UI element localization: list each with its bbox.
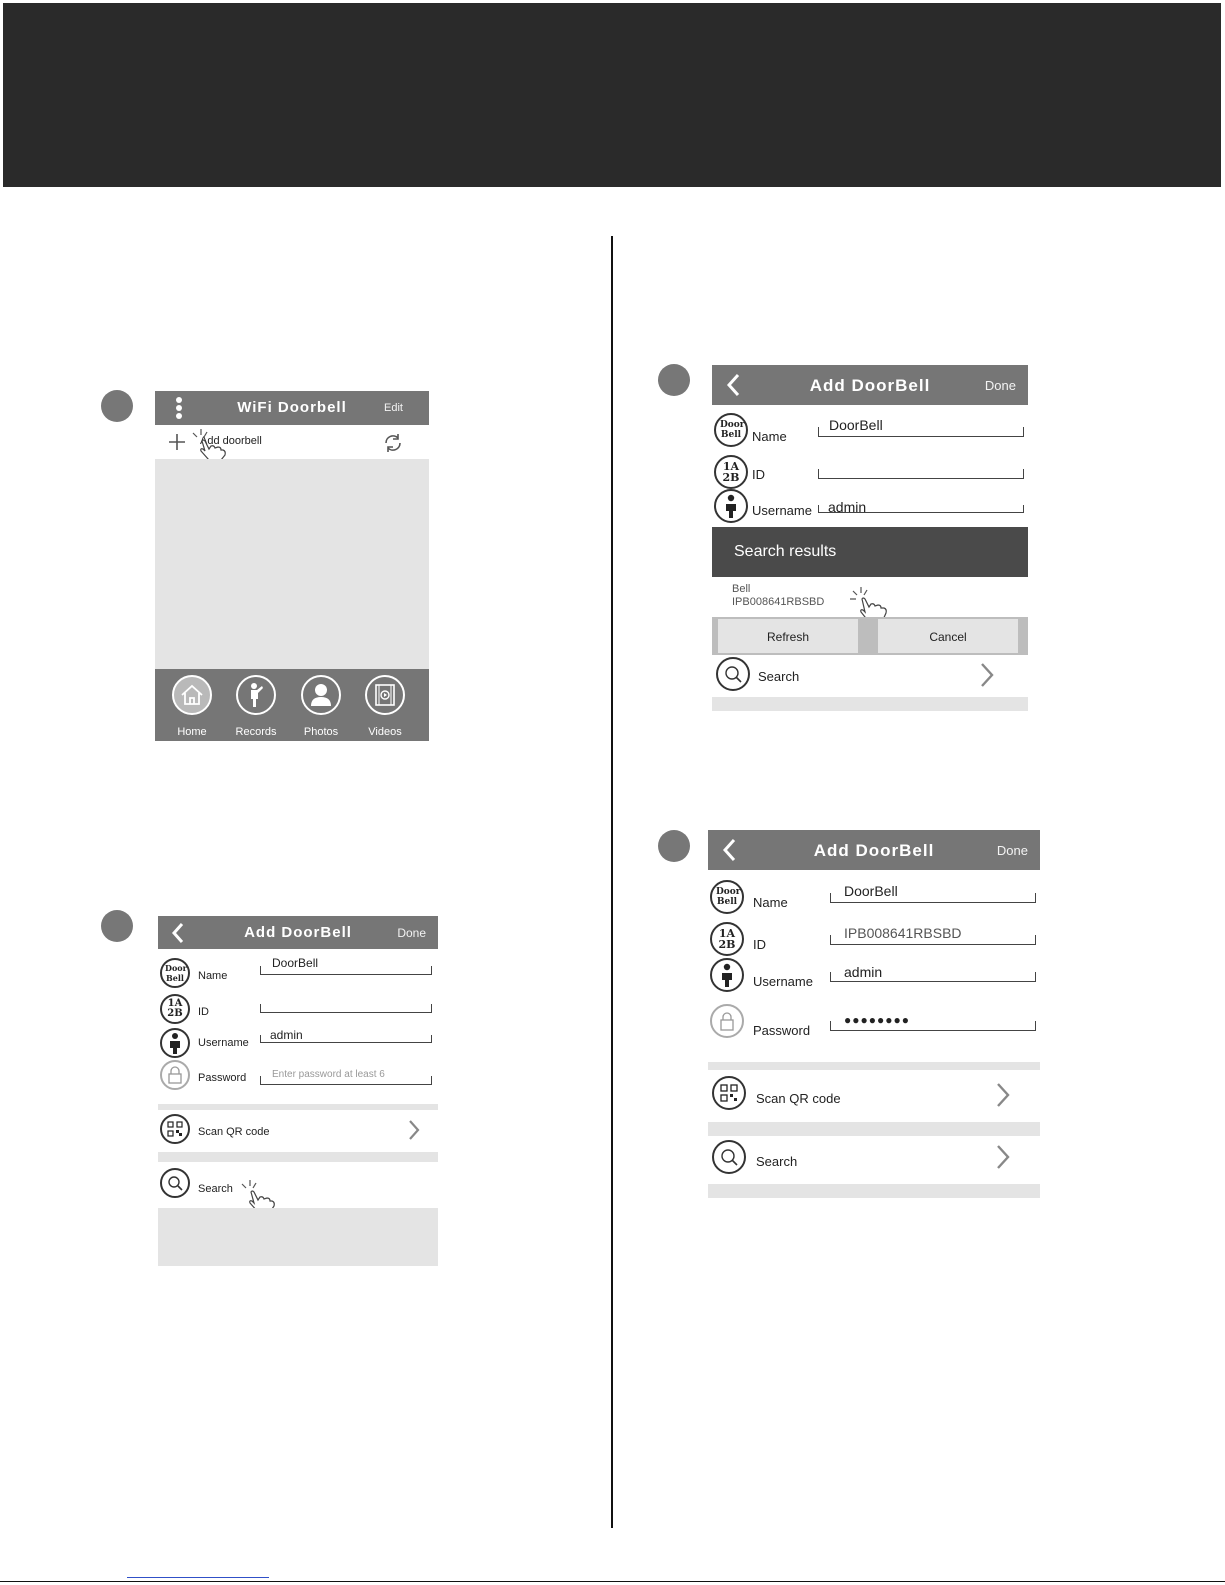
separator [708,1062,1040,1070]
chevron-right-icon [978,662,996,688]
id-input[interactable] [260,1004,432,1013]
videos-icon [365,675,405,715]
lock-icon [160,1060,190,1090]
empty-results-area [158,1208,438,1266]
id-value: IPB008641RBSBD [844,925,962,941]
column-divider [611,236,613,1528]
app-title: Add DoorBell [809,376,931,395]
password-placeholder: Enter password at least 6 [272,1069,385,1080]
password-value: ●●●●●●●● [844,1013,910,1027]
result-name: Bell [732,583,751,595]
search-label: Search [756,1154,798,1169]
app-header [712,365,1028,405]
screen-wifi-doorbell-home [155,391,429,741]
cancel-button-label: Cancel [929,630,967,644]
lock-icon [710,1004,744,1038]
id-icon: 1A 2B [160,994,190,1024]
qr-code-icon [712,1076,746,1110]
search-icon [716,657,750,691]
app-title: WiFi Doorbell [237,399,347,416]
name-value: DoorBell [844,883,898,899]
step-marker-2 [101,910,133,942]
scan-qr-row[interactable] [158,1110,438,1148]
tab-home[interactable] [167,675,217,739]
tab-videos-label: Videos [368,726,402,738]
search-results-title: Search results [734,543,837,560]
done-button[interactable]: Done [397,926,426,940]
tab-photos[interactable] [296,675,346,739]
name-label: Name [752,429,787,444]
search-icon [160,1168,190,1198]
app-title: Add DoorBell [813,841,935,860]
bottom-tab-bar [155,669,429,741]
app-title: Add DoorBell [244,924,352,941]
device-list-area [155,459,429,669]
home-icon [172,675,212,715]
step-marker-1 [101,390,133,422]
username-label: Username [198,1037,249,1049]
search-label: Search [758,669,800,684]
separator [712,697,1028,711]
username-value: admin [270,1028,303,1042]
add-doorbell-label: Add doorbell [200,435,262,447]
user-icon [710,958,744,992]
search-icon [712,1140,746,1174]
doorbell-icon: Door Bell [710,880,744,914]
separator [708,1122,1040,1136]
cancel-button[interactable] [878,619,1018,653]
screen-add-doorbell-filled [708,830,1040,1198]
search-results-header [712,527,1028,577]
user-icon [160,1028,190,1058]
doorbell-icon: Door Bell [160,958,190,988]
username-label: Username [752,503,812,518]
footer-rule [0,1581,1225,1582]
refresh-button-label: Refresh [766,630,810,644]
user-icon [714,489,748,523]
done-button[interactable]: Done [984,378,1016,393]
result-id: IPB008641RBSBD [732,596,825,608]
scan-qr-row[interactable] [708,1070,1040,1120]
name-label: Name [198,970,228,982]
search-row[interactable] [158,1166,438,1202]
name-label: Name [753,895,788,910]
doorbell-icon: Door Bell [714,413,748,447]
refresh-button[interactable] [718,619,858,653]
search-label: Search [198,1183,233,1195]
username-label: Username [753,974,813,989]
username-value: admin [828,499,867,515]
step-marker-3 [658,364,690,396]
tab-videos[interactable] [360,675,410,739]
search-row[interactable] [712,655,1028,695]
app-header [155,391,429,425]
name-value: DoorBell [272,956,319,970]
id-label: ID [198,1006,209,1018]
header-banner [3,3,1221,187]
tap-hand-icon [183,427,229,461]
id-icon: 1A 2B [710,922,744,956]
id-label: ID [752,467,765,482]
done-button[interactable]: Done [996,843,1028,858]
tab-records[interactable] [231,675,281,739]
edit-button[interactable]: Edit [384,402,403,414]
step-marker-4 [658,830,690,862]
username-value: admin [844,964,883,980]
tab-records-label: Records [235,726,277,738]
footer-link-underline [127,1577,269,1578]
separator [708,1184,1040,1198]
id-input[interactable] [818,469,1024,479]
result-actions [712,617,1028,655]
separator [158,1152,438,1162]
refresh-icon[interactable] [382,432,404,454]
chevron-right-icon [406,1119,422,1141]
scan-qr-label: Scan QR code [756,1091,841,1106]
screen-add-doorbell-step2 [158,916,438,1276]
password-label: Password [198,1072,247,1084]
photos-icon [301,675,341,715]
id-label: ID [753,937,766,952]
id-icon: 1A 2B [714,455,748,489]
qr-code-icon [160,1114,190,1144]
tab-photos-label: Photos [303,726,339,738]
screen-search-results [712,365,1028,711]
app-header [708,830,1040,870]
chevron-right-icon [994,1082,1012,1108]
chevron-right-icon [994,1144,1012,1170]
records-icon [236,675,276,715]
app-header [158,916,438,949]
password-label: Password [753,1023,811,1038]
search-row[interactable] [708,1136,1040,1182]
name-value: DoorBell [829,417,883,433]
scan-qr-label: Scan QR code [198,1126,270,1138]
tab-home-label: Home [177,726,207,738]
